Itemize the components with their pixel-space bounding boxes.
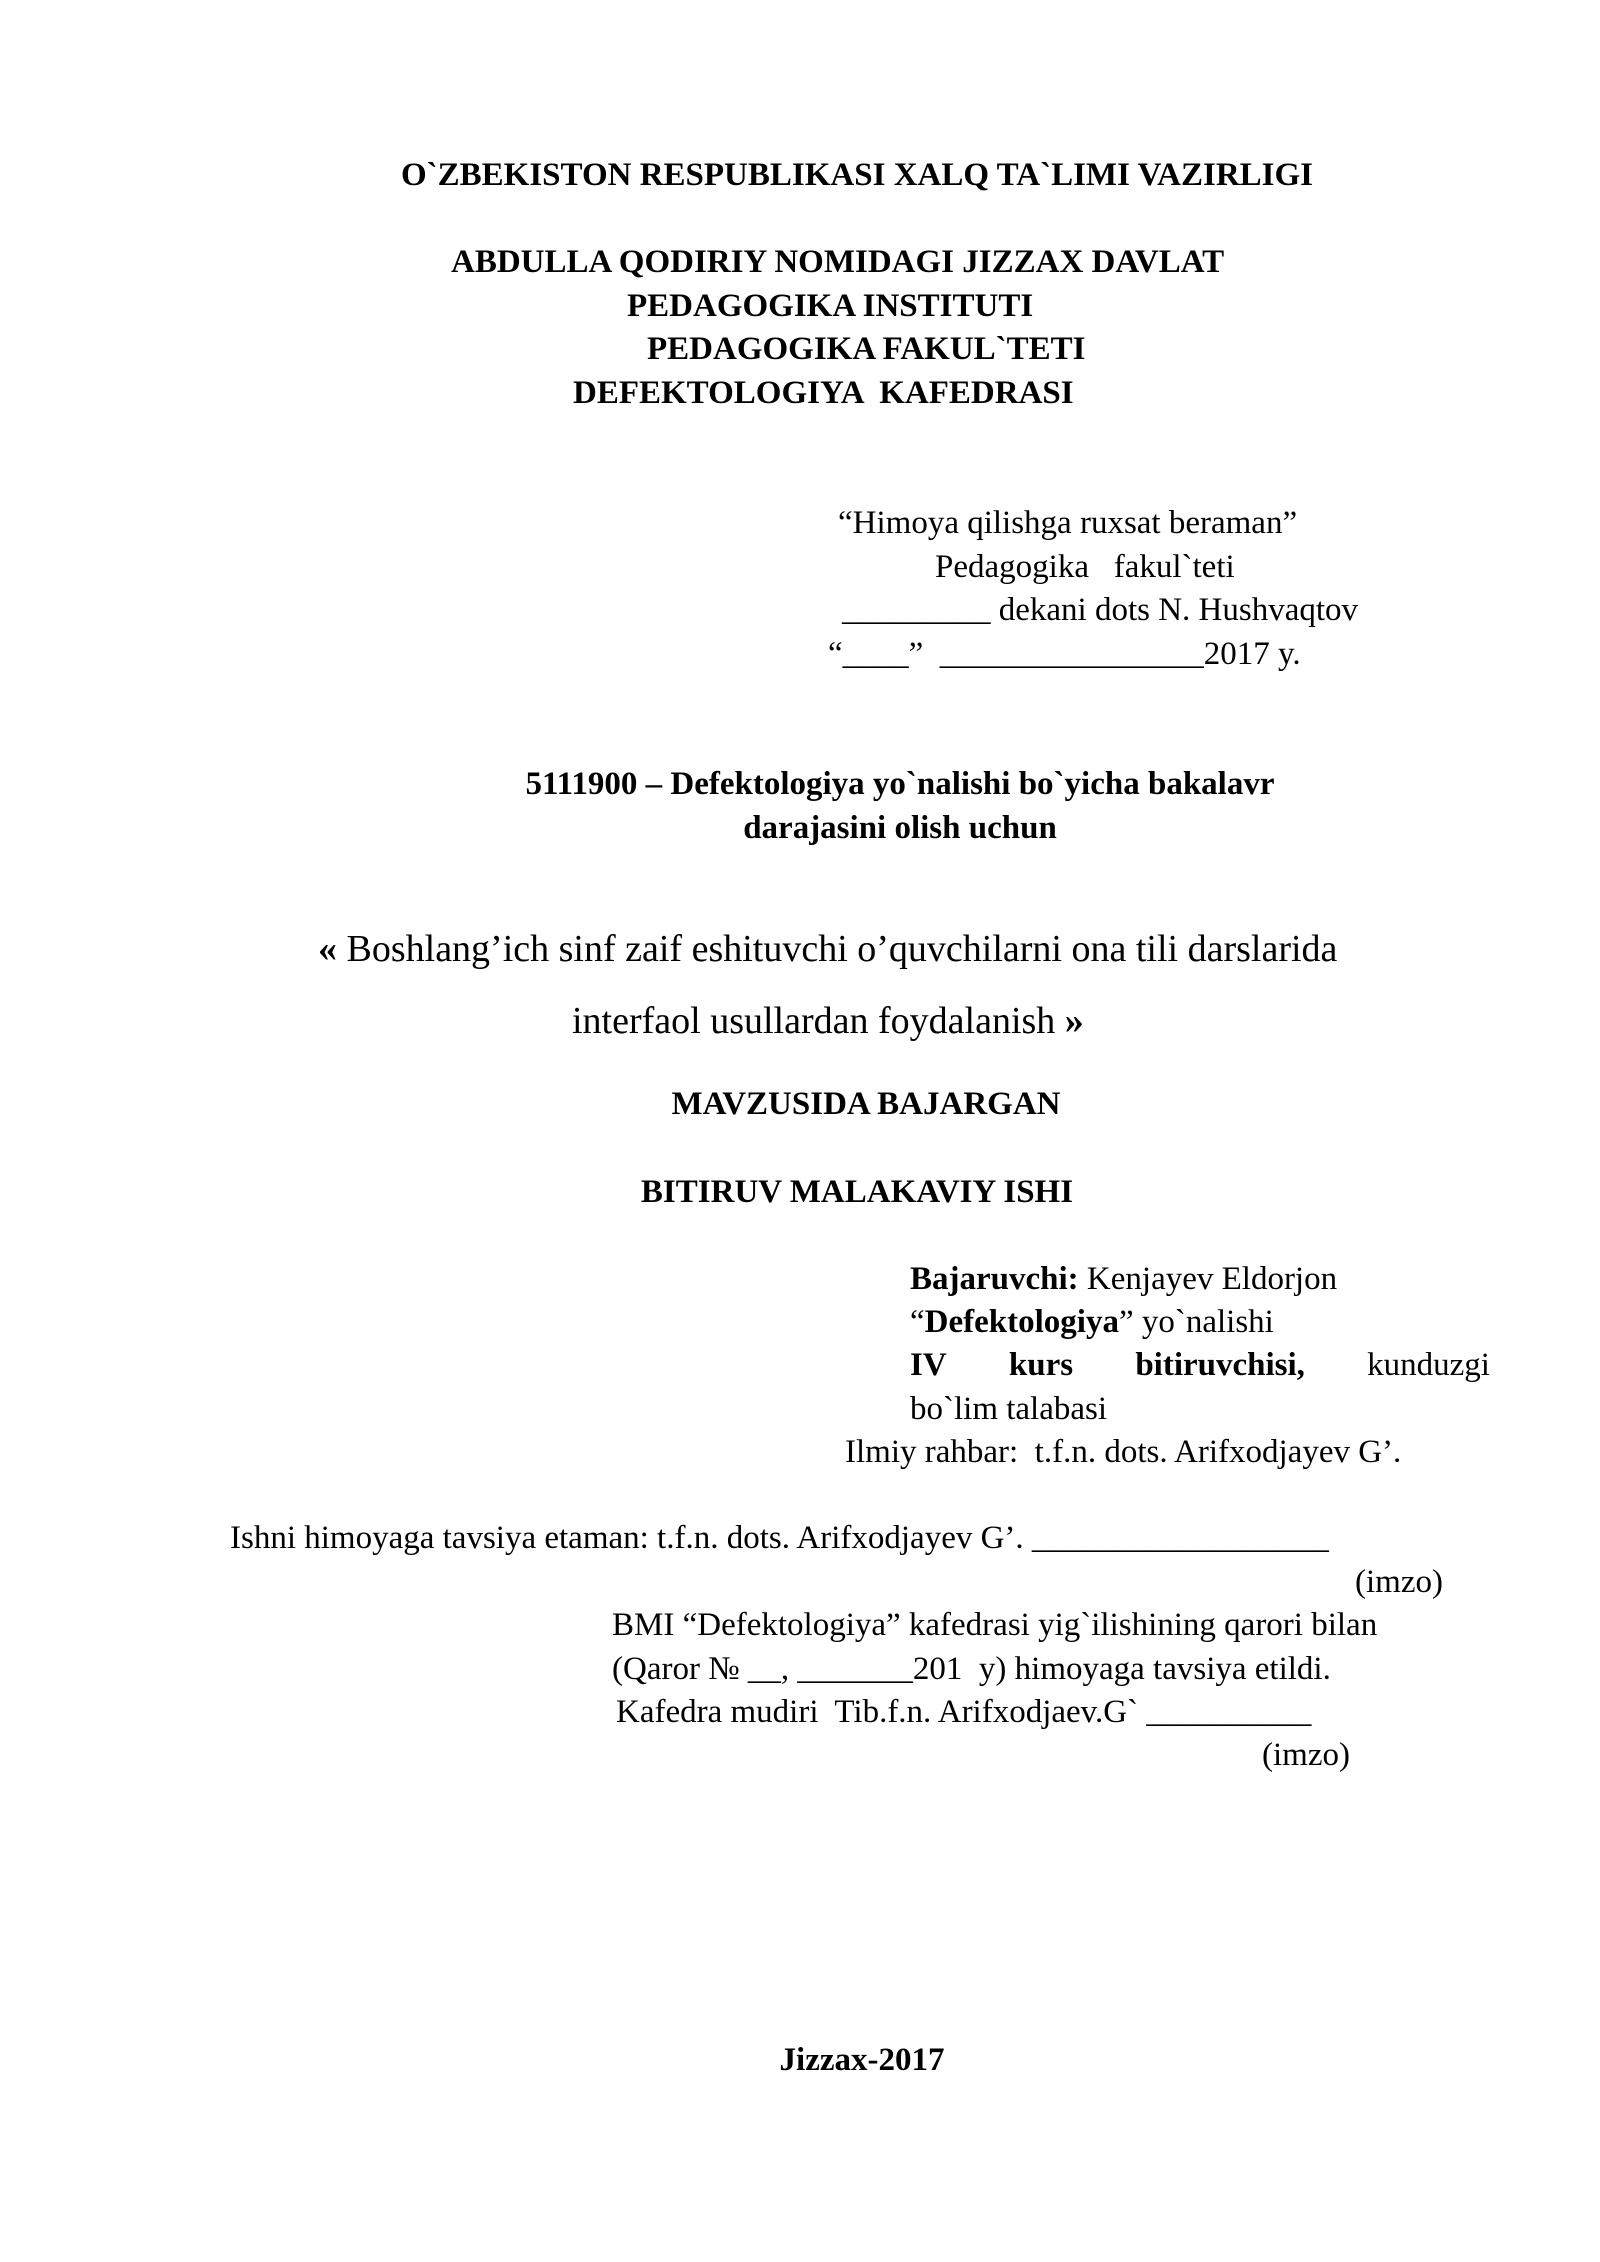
department-head-line: Kafedra mudiri Tib.f.n. Arifxodjaev.G` __________	[616, 1694, 1312, 1730]
direction-line	[910, 1306, 1274, 1339]
faculty-title: PEDAGOGIKA FAKUL`TETI	[647, 331, 1086, 367]
topic-text-line1: Boshlang’ich sinf zaif eshituvchi o’quvchilarni ona tili darslarida	[337, 928, 1338, 970]
topic-open-quote: «	[318, 928, 337, 970]
ministry-title: O`ZBEKISTON RESPUBLIKASI XALQ TA`LIMI VAZIRLIGI	[400, 157, 1314, 193]
course-word-1: IV	[910, 1347, 947, 1383]
topic-text-line2: interfaol usullardan foydalanish	[572, 1000, 1065, 1042]
degree-line1: 5111900 – Defektologiya yo`nalishi bo`yicha bakalavr	[525, 766, 1275, 802]
approval-line1: “Himoya qilishga ruxsat beraman”	[838, 505, 1298, 541]
institute-title-line2: PEDAGOGIKA INSTITUTI	[627, 288, 1034, 324]
recommendation-line: Ishni himoyaga tavsiya etaman: t.f.n. dots. Arifxodjayev G’. __________________	[230, 1520, 1329, 1556]
decision-number-line: (Qaror № __, _______201 y) himoyaga tavsiya etildi.	[612, 1651, 1331, 1687]
signature-label-2: (imzo)	[1262, 1737, 1350, 1773]
work-title-line2: BITIRUV MALAKAVIY ISHI	[640, 1174, 1074, 1210]
department-line: bo`lim talabasi	[910, 1391, 1108, 1427]
place-year: Jizzax-2017	[779, 2042, 945, 2078]
direction-suffix: ” yo`nalishi	[1118, 1304, 1274, 1340]
author-label: Bajaruvchi:	[910, 1261, 1079, 1297]
course-line	[910, 1349, 1490, 1382]
direction-name: Defektologiya	[924, 1304, 1119, 1340]
approval-line2: Pedagogika fakul`teti	[935, 549, 1235, 585]
degree-line2: darajasini olish uchun	[743, 810, 1057, 846]
topic-line1	[318, 930, 1337, 968]
topic-line2	[572, 1002, 1084, 1040]
course-word-3: bitiruvchisi,	[1135, 1347, 1305, 1383]
course-word-4: kunduzgi	[1367, 1347, 1490, 1383]
institute-title-line1: ABDULLA QODIRIY NOMIDAGI JIZZAX DAVLAT	[451, 244, 1225, 280]
work-title-line1: MAVZUSIDA BAJARGAN	[671, 1086, 1061, 1122]
meeting-decision-line: BMI “Defektologiya” kafedrasi yig`ilishining qarori bilan	[612, 1607, 1378, 1643]
signature-label-1: (imzo)	[1355, 1564, 1443, 1600]
course-word-2: kurs	[1008, 1347, 1074, 1383]
author-name: Kenjayev Eldorjon	[1078, 1261, 1338, 1297]
supervisor-line: Ilmiy rahbar: t.f.n. dots. Arifxodjayev G’.	[845, 1434, 1402, 1470]
approval-line3: _________ dekani dots N. Hushvaqtov	[842, 592, 1359, 628]
department-title: DEFEKTOLOGIYA KAFEDRASI	[573, 375, 1074, 411]
topic-close-quote: »	[1064, 1000, 1084, 1042]
author-line	[910, 1263, 1337, 1296]
direction-open-quote: “	[910, 1304, 925, 1340]
approval-date-line: “____” ________________2017 y.	[828, 636, 1301, 672]
